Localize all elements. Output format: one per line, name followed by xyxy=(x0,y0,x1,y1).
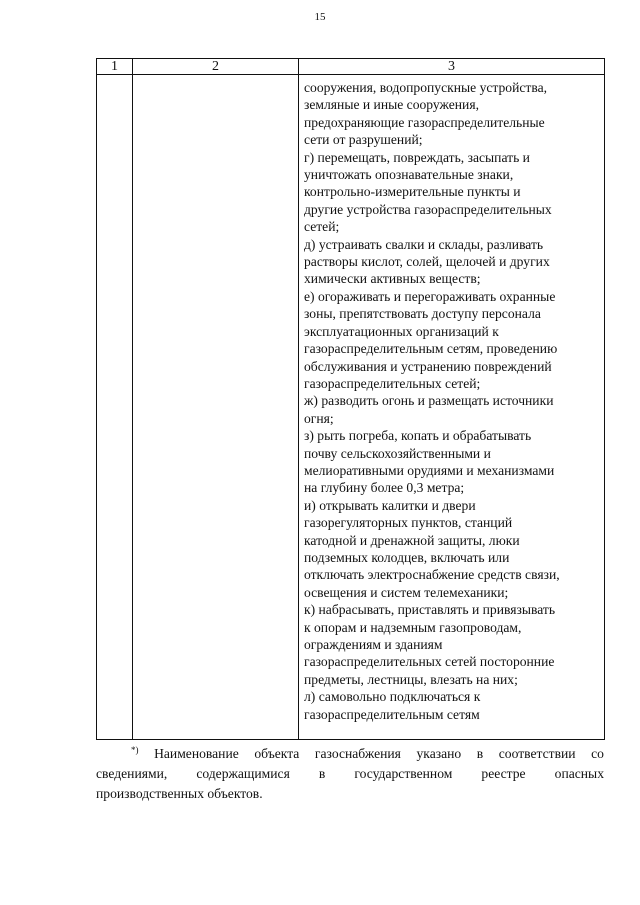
restrictions-text xyxy=(299,75,604,723)
table-row xyxy=(97,75,605,740)
column-header-1: 1 xyxy=(97,59,133,75)
text-line: к опорам и надземным газопроводам, xyxy=(304,619,522,635)
text-line: на глубину более 0,3 метра; xyxy=(304,480,465,496)
text-line: растворы кислот, солей, щелочей и других xyxy=(304,254,550,270)
text-line: сетей; xyxy=(304,219,340,235)
footnote-line-3: производственных объектов. xyxy=(96,786,263,801)
text-line: зоны, препятствовать доступу персонала xyxy=(304,306,541,322)
column-3-cell xyxy=(299,75,605,740)
text-line: сооружения, водопропускные устройства, xyxy=(304,80,548,95)
text-line: освещения и систем телемеханики; xyxy=(304,584,509,600)
text-line: предметы, лестницы, влезать на них; xyxy=(304,671,518,687)
text-line: газораспределительным сетям xyxy=(304,706,480,722)
text-line: огня; xyxy=(304,410,334,426)
text-line: эксплуатационных организаций к xyxy=(304,323,499,339)
text-line: химически активных веществ; xyxy=(304,271,481,287)
text-line: катодной и дренажной защиты, люки xyxy=(304,532,520,548)
text-line: ограждениям и зданиям xyxy=(304,637,443,652)
text-line: подземных колодцев, включать или xyxy=(304,549,510,565)
text-line: ж) разводить огонь и размещать источники xyxy=(304,393,554,409)
text-line: з) рыть погреба, копать и обрабатывать xyxy=(304,428,532,444)
text-line: мелиоративными орудиями и механизмами xyxy=(304,462,555,478)
page-number: 15 xyxy=(314,11,326,23)
text-line: е) огораживать и перегораживать охранные xyxy=(304,288,556,304)
text-line: земляные и иные сооружения, xyxy=(304,97,479,113)
text-line: г) перемещать, повреждать, засыпать и xyxy=(304,149,530,165)
text-line: уничтожать опознавательные знаки, xyxy=(304,167,514,183)
text-line: другие устройства газораспределительных xyxy=(304,201,552,217)
text-line: обслуживания и устранению повреждений xyxy=(304,358,552,374)
text-line: газораспределительных сетей; xyxy=(304,375,481,391)
text-line: к) набрасывать, приставлять и привязывать xyxy=(304,602,556,618)
text-line: сети от разрушений; xyxy=(304,132,423,148)
column-header-2: 2 xyxy=(133,59,299,75)
table-header-row xyxy=(97,59,605,75)
footnote-line-2: сведениями, содержащимися в государственном реестре опасных xyxy=(96,766,604,781)
text-line: д) устраивать свалки и склады, разливать xyxy=(304,236,544,252)
text-line: отключать электроснабжение средств связи, xyxy=(304,567,560,583)
column-header-3: 3 xyxy=(299,59,605,75)
text-line: контрольно-измерительные пункты и xyxy=(304,184,521,200)
footnote-text-1: Наименование объекта газоснабжения указано в соответствии со xyxy=(154,746,604,761)
column-2-cell xyxy=(133,75,299,740)
text-line: л) самовольно подключаться к xyxy=(304,689,481,705)
text-line: и) открывать калитки и двери xyxy=(304,497,476,513)
text-line: газораспределительных сетей посторонние xyxy=(304,654,555,670)
text-line: предохраняющие газораспределительные xyxy=(304,114,545,130)
column-1-cell xyxy=(97,75,133,740)
text-line: газораспределительным сетям, проведению xyxy=(304,341,558,357)
text-line: почву сельскохозяйственными и xyxy=(304,445,491,461)
footnote-marker: *) xyxy=(131,745,139,755)
text-line: газорегуляторных пунктов, станций xyxy=(304,515,513,531)
requirements-table xyxy=(96,58,605,740)
footnote-line-1 xyxy=(96,744,604,764)
footnote xyxy=(96,744,604,804)
